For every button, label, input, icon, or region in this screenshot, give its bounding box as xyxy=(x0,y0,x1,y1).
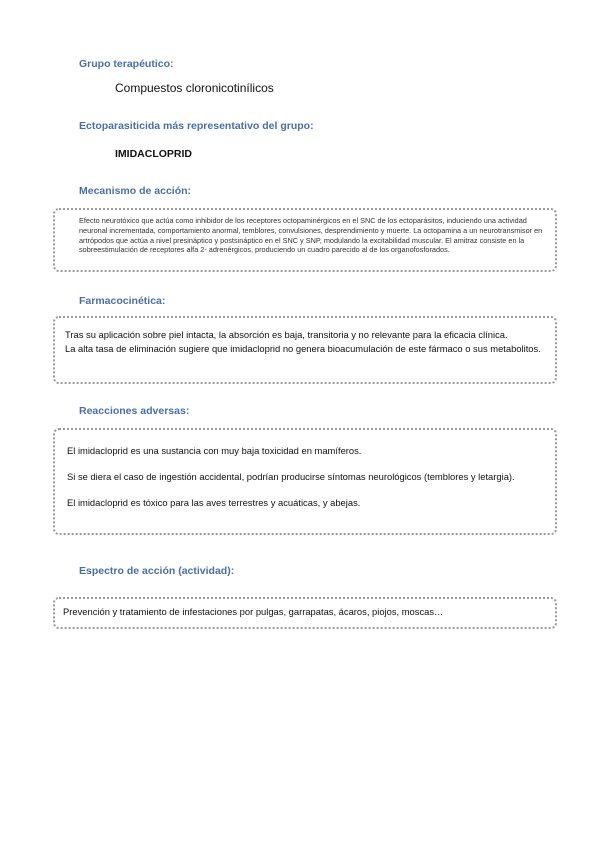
reaccion-item: El imidacloprid es una sustancia con muy baja toxicidad en mamíferos. xyxy=(67,445,362,456)
mecanismo-text: Efecto neurotóxico que actúa como inhibidor de los receptores octopaminérgicos en el SNC de los ectoparásitos, induciendo una actividad neuronal incrementada, comportamiento anormal, temblores, convulsiones, desprendimiento y muerte. La octopamina a un neurotransmisor en artrópodos que actúa a nivel presináptico y postsináptico en el SNC y SNP, modulando la excitabilidad muscular. El amitraz consiste en la sobreestimulación de receptores alfa 2- adrenérgicos, produciendo un cuadro parecido al de los organofosforados. xyxy=(79,216,543,255)
ectoparasiticida-heading: Ectoparasiticida más representativo del grupo: xyxy=(79,120,314,132)
reacciones-heading: Reacciones adversas: xyxy=(79,405,190,417)
grupo-terapeutico-heading: Grupo terapéutico: xyxy=(79,58,174,70)
farmacocinetica-line-2: La alta tasa de eliminación sugiere que imidacloprid no genera bioacumulación de este fármaco o sus metabolitos. xyxy=(65,343,541,354)
reaccion-item: El imidacloprid es tóxico para las aves terrestres y acuáticas, y abejas. xyxy=(67,497,361,508)
farmacocinetica-box xyxy=(53,316,557,384)
mecanismo-heading: Mecanismo de acción: xyxy=(79,185,192,197)
ectoparasiticida-value: IMIDACLOPRID xyxy=(115,148,192,160)
grupo-terapeutico-value: Compuestos cloronicotinílicos xyxy=(115,81,274,95)
reacciones-box xyxy=(53,428,557,535)
farmacocinetica-line-1: Tras su aplicación sobre piel intacta, la absorción es baja, transitoria y no relevante para la eficacia clínica. xyxy=(65,329,508,340)
reaccion-item: Si se diera el caso de ingestión accidental, podrían producirse síntomas neurológicos (temblores y letargia). xyxy=(67,471,515,482)
farmacocinetica-heading: Farmacocinética: xyxy=(79,295,166,307)
mecanismo-box xyxy=(53,208,557,272)
espectro-heading: Espectro de acción (actividad): xyxy=(79,565,235,577)
espectro-box xyxy=(53,597,557,629)
espectro-text: Prevención y tratamiento de infestaciones por pulgas, garrapatas, ácaros, piojos, moscas… xyxy=(63,606,444,617)
